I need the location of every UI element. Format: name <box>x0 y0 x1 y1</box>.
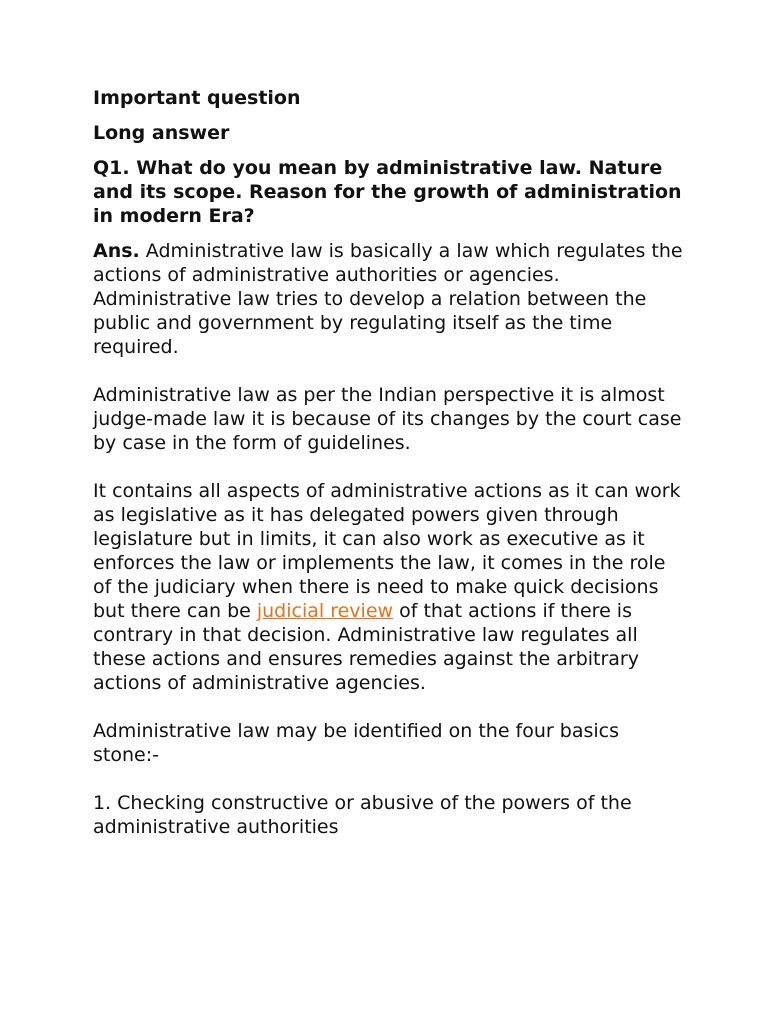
paragraph-four-basics: Administrative law may be identified on the four basics stone:- <box>93 720 619 766</box>
answer-label: Ans. <box>93 240 140 262</box>
document-page <box>93 86 683 863</box>
heading-long-answer: Long answer <box>93 122 230 144</box>
judicial-review-link[interactable]: judicial review <box>256 600 394 622</box>
paragraph-aspects-start: It contains all aspects of administrative actions as it can work as legislative as it has delegated powers given through legislature but in limits, it can also work as executive as it enforces the law or implements the law, it comes in the role of the judiciary when there is need to make quick decisions but there can be <box>93 480 681 622</box>
list-item-point-1: 1. Checking constructive or abusive of the powers of the administrative authorities <box>93 792 632 838</box>
question-heading: Q1. What do you mean by administrative law. Nature and its scope. Reason for the growth of administration in modern Era? <box>93 157 682 227</box>
paragraph-indian-perspective: Administrative law as per the Indian perspective it is almost judge-made law it is because of its changes by the court case by case in the form of guidelines. <box>93 384 682 454</box>
answer-paragraph <box>93 239 683 359</box>
heading-important-question: Important question <box>93 87 301 109</box>
paragraph-aspects <box>93 479 683 695</box>
paragraph-aspects-end: of that actions if there is contrary in that decision. Administrative law regulates all these actions and ensures remedies against the arbitrary actions of administrative agencies. <box>93 600 639 694</box>
answer-text: Administrative law is basically a law which regulates the actions of administrative authorities or agencies. Administrative law tries to develop a relation between the public and government by regulating itself as the time required. <box>93 240 683 358</box>
